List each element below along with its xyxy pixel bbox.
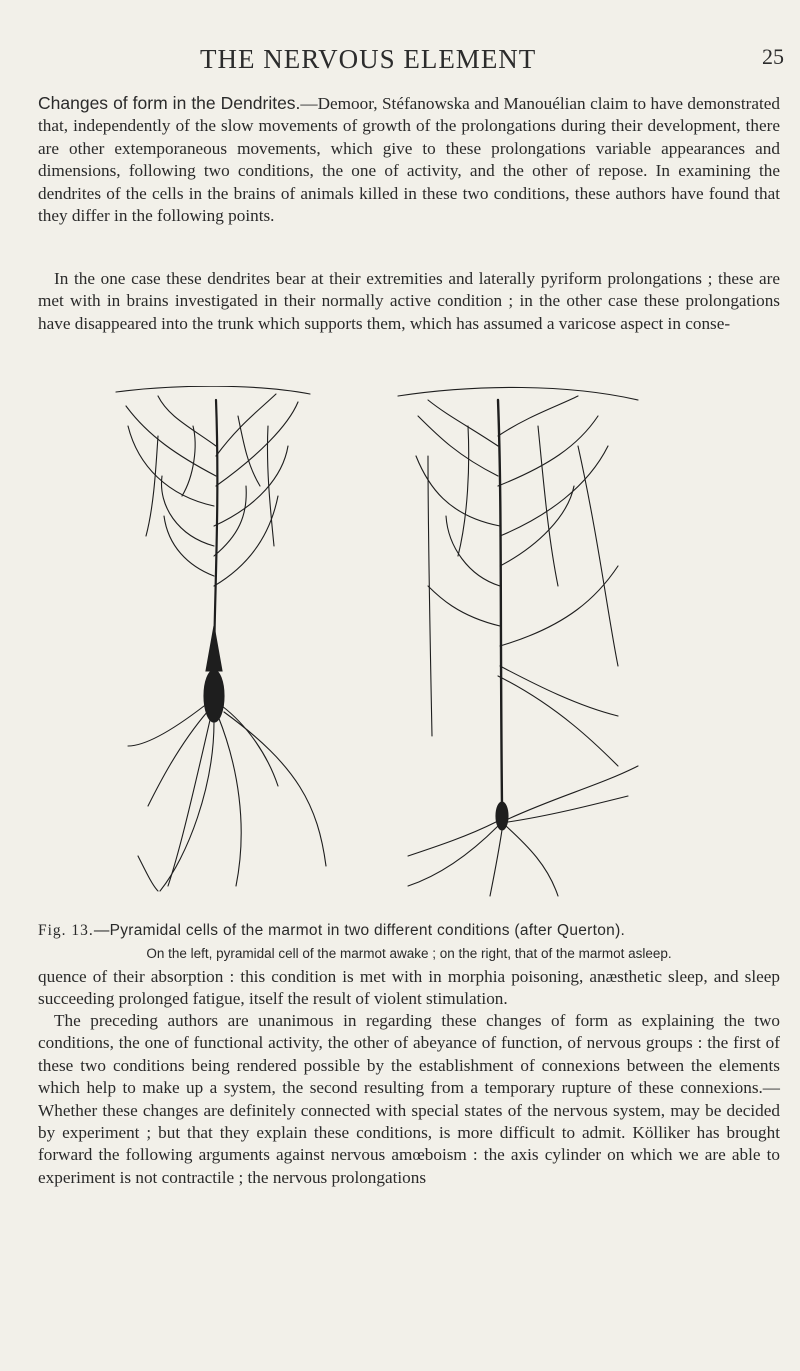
section-lead-heading: Changes of form in the Dendrites. (38, 93, 301, 113)
right-cell-asleep (398, 387, 638, 896)
caption-sub-line: On the left, pyramidal cell of the marmot awake ; on the right, that of the marmot asleep. (146, 946, 672, 961)
paragraph-pyriform-prolongations: In the one case these dendrites bear at their extremities and laterally pyriform prolongations ; these are met with in brains investigated in their normally active condition ; in the other case these prolongations have disappeared into the trunk which supports them, which has assumed a varicose aspect in conse- (38, 269, 780, 333)
caption-main-line (38, 922, 780, 940)
left-cell-awake (116, 386, 326, 891)
page-number: 25 (762, 44, 784, 69)
paragraph-amoeboism: The preceding authors are unanimous in regarding these changes of form as explaining the two conditions, the one of functional activity, the other of abeyance of function, of nervous groups : the first of these two conditions being rendered possible by the establishment of connexions between the elements which help to make up a system, the second resulting from a temporary rupture of these connexions.—Whether these changes are definitely connected with special states of the nervous system, may be decided by experiment ; but that they explain these conditions, is more difficult to admit. Kölliker has brought forward the following arguments against nervous amœboism : the axis cylinder on which we are able to experiment is not contractile ; the nervous prolongations (38, 1011, 780, 1187)
running-title: THE NERVOUS ELEMENT (200, 44, 537, 74)
caption-main-text: —Pyramidal cells of the marmot in two different conditions (after Querton). (93, 922, 626, 939)
paragraph-body: —Demoor, Stéfanowska and Manouélian claim to have demonstrated that, independently of the slow movements of growth of the prolongations during their development, there are other extemporaneous movements, which give to these prolongations variable appearances and dimensions, following two conditions, the one of activity, and the other of repose. In examining the dendrites of the cells in the brains of animals killed in these two conditions, these authors have found that they differ in the following points. (38, 94, 780, 226)
paragraph-dendrite-changes (38, 92, 780, 227)
figure-label: Fig. 13. (38, 922, 94, 939)
figure-caption (38, 922, 780, 961)
pyramidal-cells-illustration (98, 386, 698, 906)
running-head (0, 44, 800, 84)
figure-pyramidal-cells (98, 386, 698, 906)
paragraph-absorption: quence of their absorption : this condition is met with in morphia poisoning, anæsthetic sleep, and sleep succeeding prolonged fatigue, itself the result of violent stimulation. (38, 967, 780, 1009)
